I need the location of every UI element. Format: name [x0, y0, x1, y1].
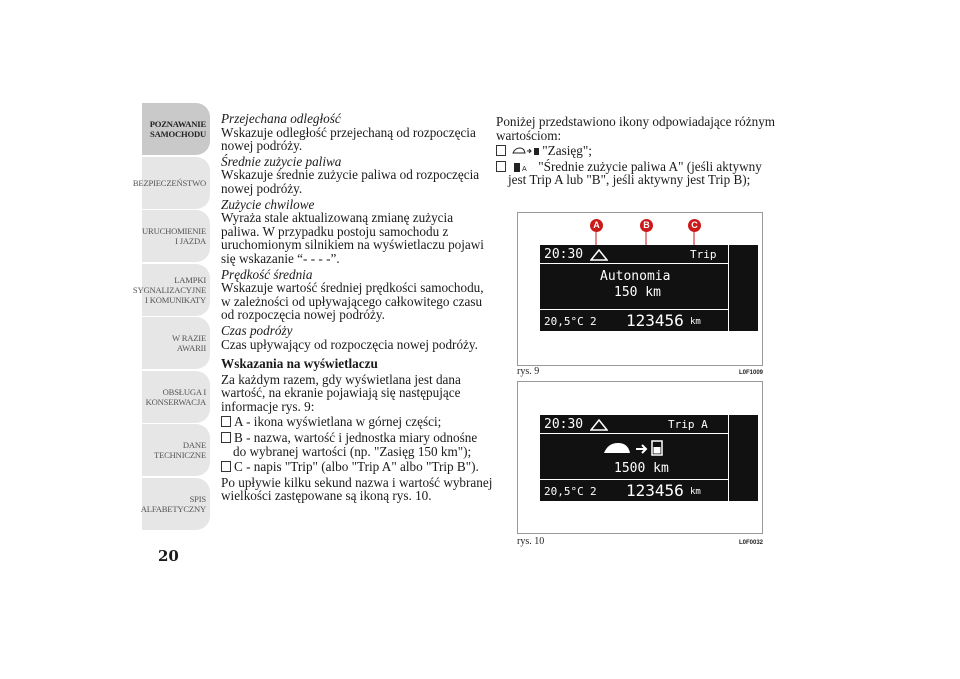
para-icons-intro: Poniżej przedstawiono ikony odpowiadające różnym wartościom:: [496, 114, 776, 143]
lcd-odo-unit: km: [690, 487, 701, 497]
para-distance: Wskazuje odległość przejechaną od rozpoczęcia nowej podróży.: [221, 124, 476, 154]
fuel-avg-icon: [512, 161, 538, 173]
para-instant-consumption: Wyraża stale aktualizowaną zmianę zużycia paliwa. W przypadku postoju samochodu z uruchomionym silnikiem na wyświetlaczu pojawi się wskazanie “- - - -”.: [221, 210, 484, 266]
heading-distance: Przejechana odległość: [221, 111, 341, 126]
heading-travel-time: Czas podróży: [221, 322, 293, 338]
lcd-odo-unit: km: [690, 317, 701, 327]
marker-b: B: [640, 219, 653, 232]
tab-spis[interactable]: SPIS ALFABETYCZNY: [142, 478, 210, 530]
lcd-odometer: 123456: [626, 311, 684, 330]
checkbox-icon: [221, 461, 231, 472]
para-after: Po upływie kilku sekund nazwa i wartość wybranej wielkości zastępowane są ikoną rys. 10.: [221, 474, 493, 504]
para-avg-speed: Wskazuje wartość średniej prędkości samochodu, w zależności od upływającego całkowitego czasu od rozpoczęcia nowej podróży.: [221, 280, 484, 323]
text-column-right: [496, 115, 776, 189]
lcd-display: [540, 415, 728, 501]
warning-icon: [590, 419, 608, 431]
lcd-trip: Trip A: [668, 418, 708, 431]
lcd-line2: 150 km: [614, 285, 661, 300]
checkbox-icon: [496, 145, 506, 156]
figure-10: [517, 381, 763, 534]
car-fuel-icon: [512, 146, 542, 156]
lcd-gear: 2: [590, 485, 597, 498]
bullet-b: B - nazwa, wartość i jednostka miary odnośne do wybranej wartości (np. "Zasięg 150 km");: [221, 431, 493, 458]
marker-a: A: [590, 219, 603, 232]
lcd-divider: [540, 263, 728, 264]
lcd-time: 20:30: [544, 247, 584, 262]
lcd-gear: 2: [590, 315, 597, 328]
bullet-a: A - ikona wyświetlana w górnej części;: [221, 415, 493, 429]
lcd-trip: Trip: [690, 248, 717, 261]
page-number: 20: [158, 547, 179, 565]
tab-poznawanie[interactable]: POZNAWANIE SAMOCHODU: [142, 103, 210, 155]
marker-c: C: [688, 219, 701, 232]
lcd-line1: Autonomia: [600, 269, 671, 284]
lcd-divider: [540, 479, 728, 480]
heading-instant-consumption: Zużycie chwilowe: [221, 196, 315, 212]
lcd-value: 1500 km: [614, 461, 669, 476]
code-fig10: L0F0032: [739, 540, 764, 546]
heading-avg-consumption: Średnie zużycie paliwa: [221, 153, 342, 169]
svg-text:A: A: [522, 165, 527, 173]
warning-icon: [590, 249, 608, 261]
lcd-time: 20:30: [544, 417, 584, 432]
para-display: Za każdym razem, gdy wyświetlana jest dana wartość, na ekranie pojawiają się następujące informacje rys. 9:: [221, 371, 461, 414]
lcd-display: [540, 245, 728, 331]
heading-avg-speed: Prędkość średnia: [221, 266, 313, 282]
checkbox-icon: [221, 416, 231, 427]
text-column-left: [221, 112, 493, 505]
para-travel-time: Czas upływający od rozpoczęcia nowej podróży.: [221, 336, 478, 352]
code-fig9: L0F1009: [739, 370, 764, 376]
figure-9: [517, 212, 763, 366]
checkbox-icon: [496, 161, 506, 172]
tab-awaria[interactable]: W RAZIE AWARII: [142, 317, 210, 369]
lcd-side-panel: [729, 245, 758, 331]
bullet-avg: A "Średnie zużycie paliwa A" (jeśli aktywny jest Trip A lub "B", jeśli aktywny jest Trip B);: [496, 160, 776, 187]
tab-lampki[interactable]: LAMPKI SYGNALIZACYJNE I KOMUNIKATY: [142, 264, 210, 316]
lcd-side-panel: [729, 415, 758, 501]
car-fuel-icon: [602, 437, 672, 459]
bullet-c: C - napis "Trip" (albo "Trip A" albo "Trip B").: [221, 460, 493, 474]
lcd-temp: 20,5°C: [544, 315, 584, 328]
tab-obsluga[interactable]: OBSŁUGA I KONSERWACJA: [142, 371, 210, 423]
para-avg-consumption: Wskazuje średnie zużycie paliwa od rozpoczęcia nowej podróży.: [221, 167, 480, 196]
checkbox-icon: [221, 432, 231, 443]
tab-dane[interactable]: DANE TECHNICZNE: [142, 424, 210, 476]
tab-bezpieczenstwo[interactable]: BEZPIECZEŃSTWO: [142, 157, 210, 209]
chapter-sidebar: [132, 103, 210, 531]
lcd-divider: [540, 433, 728, 434]
caption-fig9: rys. 9: [517, 366, 540, 377]
tab-uruchomienie[interactable]: URUCHOMIENIE I JAZDA: [142, 210, 210, 262]
lcd-divider: [540, 309, 728, 310]
lcd-odometer: 123456: [626, 481, 684, 500]
lcd-temp: 20,5°C: [544, 485, 584, 498]
bullet-range: "Zasięg";: [496, 144, 776, 158]
caption-fig10: rys. 10: [517, 536, 545, 547]
heading-display: Wskazania na wyświetlaczu: [221, 356, 378, 372]
